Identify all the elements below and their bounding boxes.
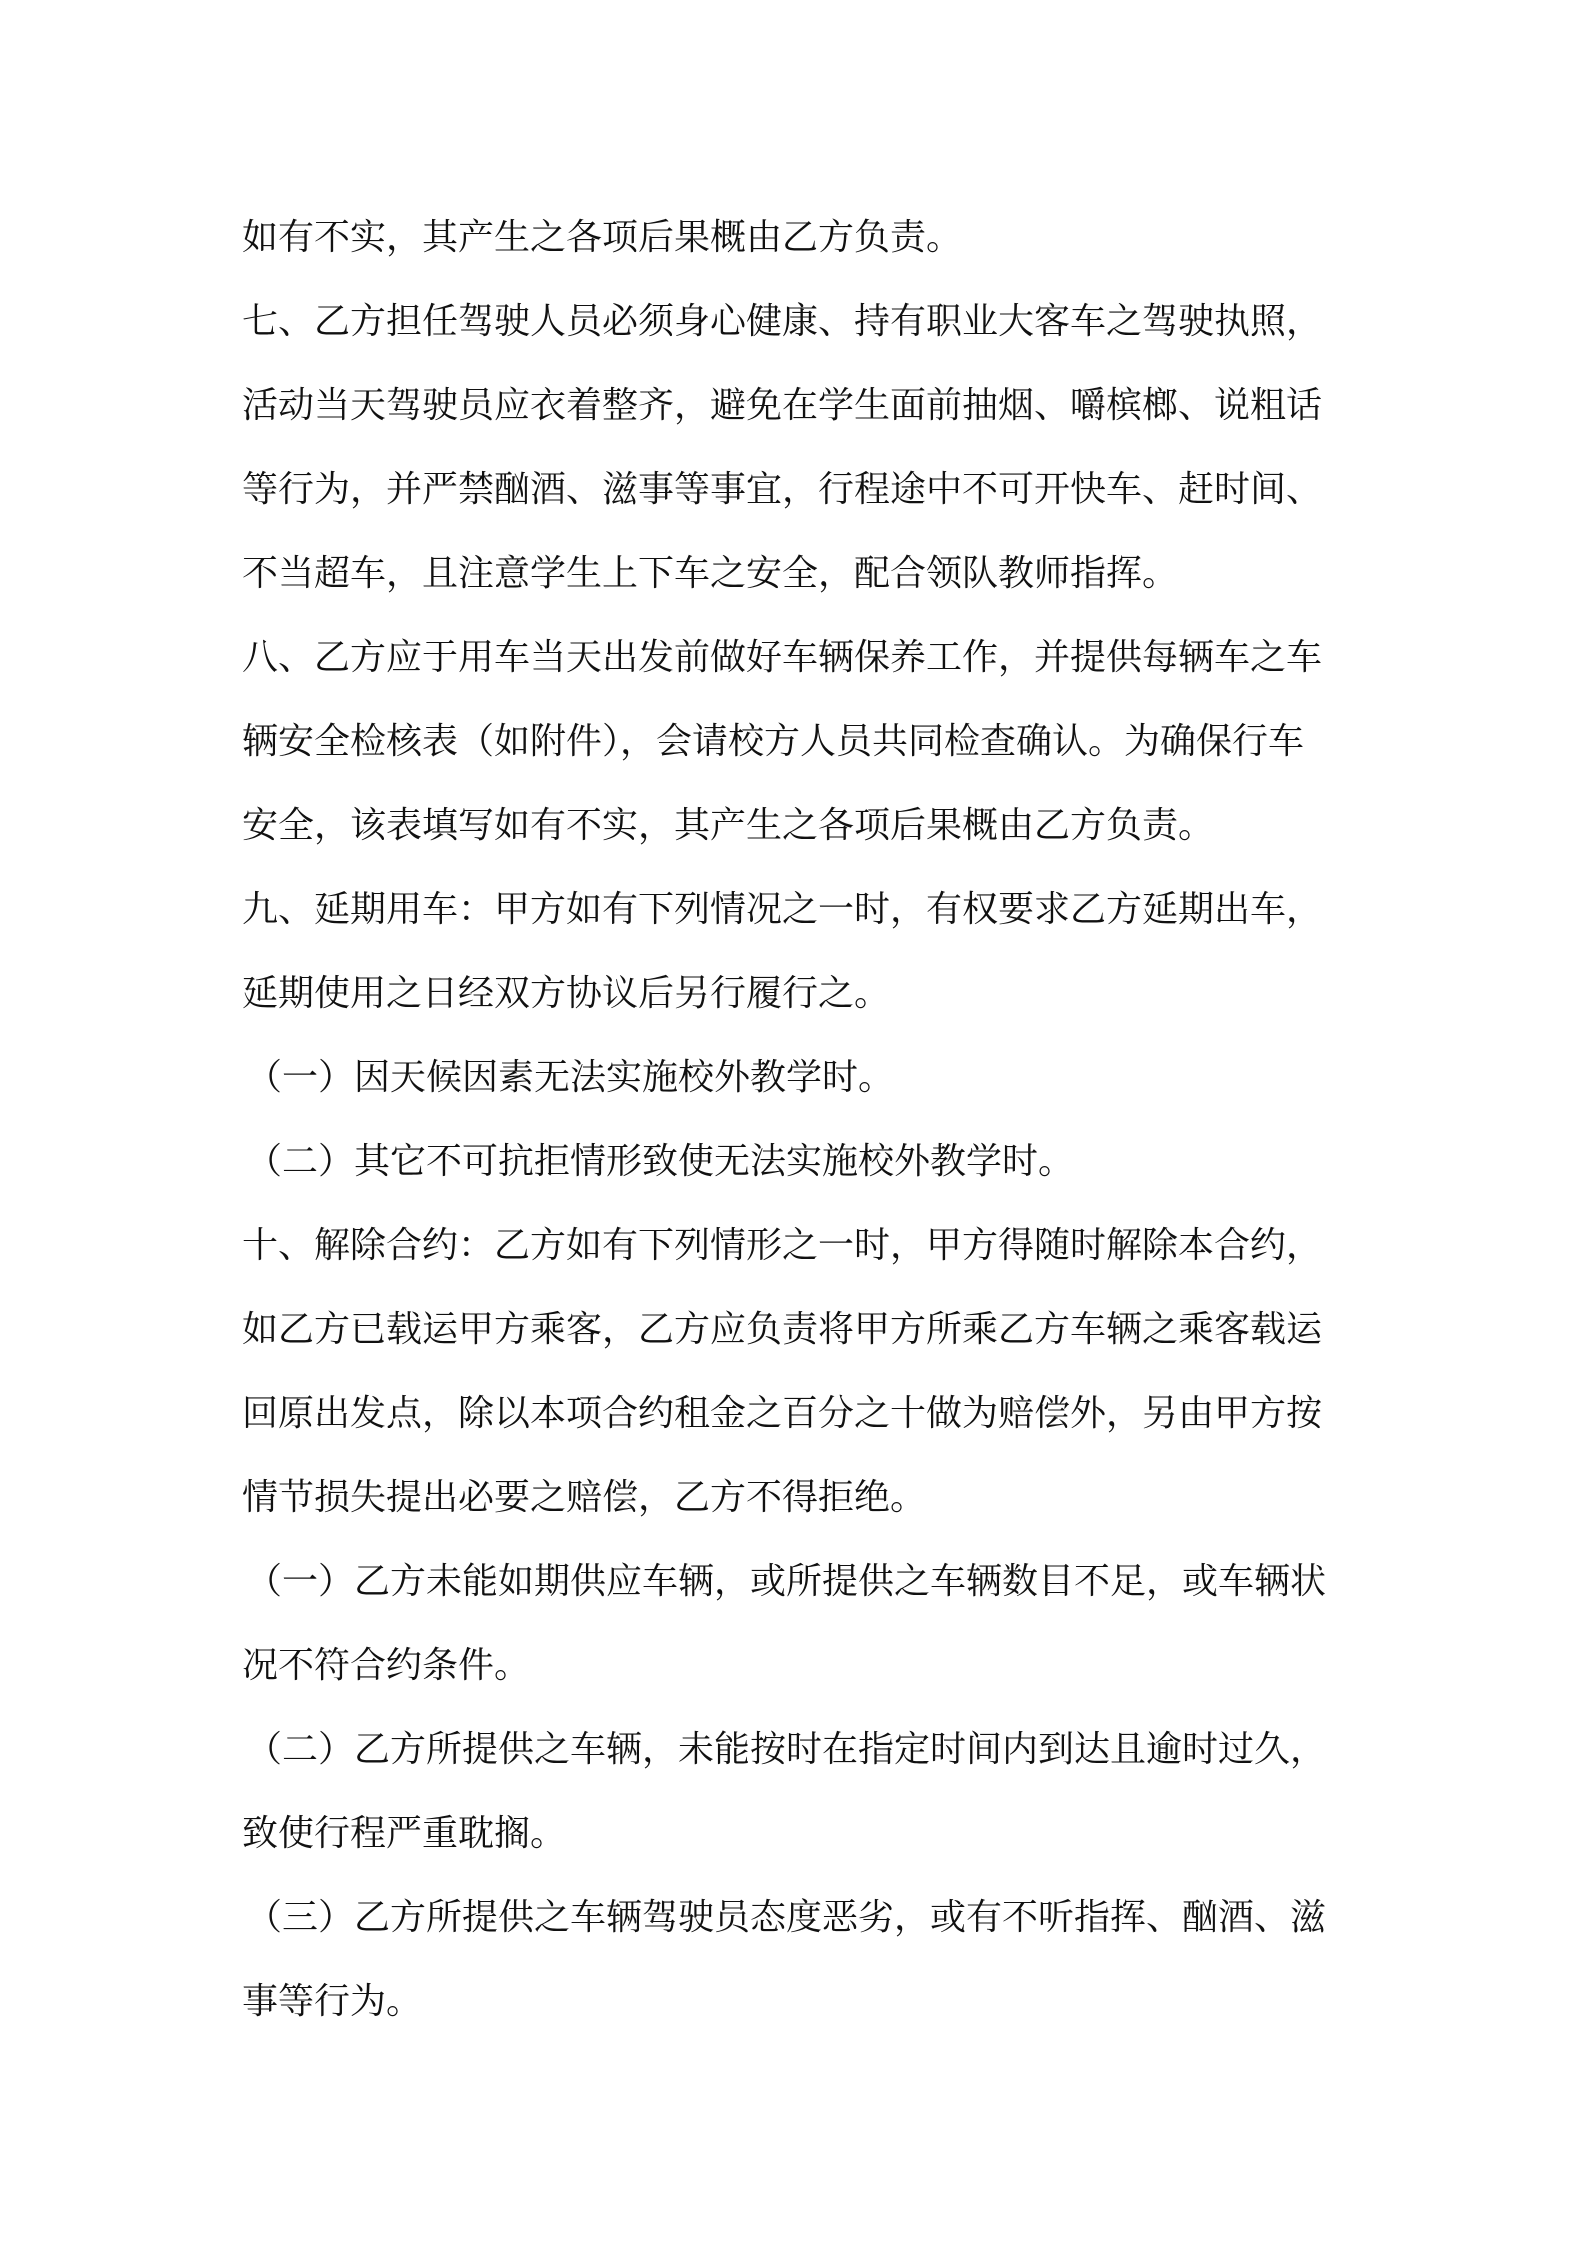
- text-line: 回原出发点，除以本项合约租金之百分之十做为赔偿外，另由甲方按: [242, 1393, 1323, 1434]
- text-line: 况不符合约条件。: [242, 1645, 531, 1686]
- text-line: 如有不实，其产生之各项后果概由乙方负责。: [242, 217, 963, 258]
- text-line: 不当超车，且注意学生上下车之安全，配合领队教师指挥。: [242, 553, 1179, 594]
- text-line: （一）乙方未能如期供应车辆，或所提供之车辆数目不足，或车辆状: [246, 1561, 1327, 1602]
- text-line: 安全，该表填写如有不实，其产生之各项后果概由乙方负责。: [242, 805, 1215, 846]
- text-line: （二）乙方所提供之车辆，未能按时在指定时间内到达且逾时过久，: [246, 1729, 1327, 1770]
- text-line: 情节损失提出必要之赔偿，乙方不得拒绝。: [242, 1477, 927, 1518]
- document-body: [242, 196, 1358, 2044]
- text-line: 十、解除合约：乙方如有下列情形之一时，甲方得随时解除本合约，: [242, 1225, 1323, 1266]
- text-line: 辆安全检核表（如附件），会请校方人员共同检查确认。为确保行车: [242, 721, 1305, 762]
- text-line: 七、乙方担任驾驶人员必须身心健康、持有职业大客车之驾驶执照，: [242, 301, 1323, 342]
- text-line: （二）其它不可抗拒情形致使无法实施校外教学时。: [246, 1141, 1075, 1182]
- text-line: 活动当天驾驶员应衣着整齐，避免在学生面前抽烟、嚼槟榔、说粗话: [242, 385, 1323, 426]
- text-line: 九、延期用车：甲方如有下列情况之一时，有权要求乙方延期出车，: [242, 889, 1323, 930]
- text-line: （三）乙方所提供之车辆驾驶员态度恶劣，或有不听指挥、酗酒、滋: [246, 1897, 1327, 1938]
- text-line: 八、乙方应于用车当天出发前做好车辆保养工作，并提供每辆车之车: [242, 637, 1323, 678]
- text-line: 延期使用之日经双方协议后另行履行之。: [242, 973, 891, 1014]
- text-line: 如乙方已载运甲方乘客，乙方应负责将甲方所乘乙方车辆之乘客载运: [242, 1309, 1323, 1350]
- text-line: 事等行为。: [242, 1981, 423, 2022]
- text-line: （一）因天候因素无法实施校外教学时。: [246, 1057, 895, 1098]
- text-line: 致使行程严重耽搁。: [242, 1813, 567, 1854]
- text-line: 等行为，并严禁酗酒、滋事等事宜，行程途中不可开快车、赶时间、: [242, 469, 1323, 510]
